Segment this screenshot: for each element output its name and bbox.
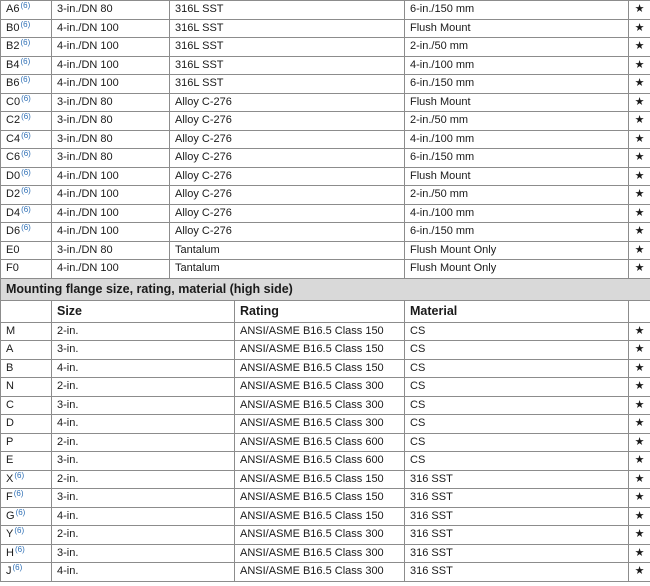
option-code-cell — [1, 341, 52, 360]
material-cell: CS — [405, 359, 629, 378]
footnote-link[interactable]: (6) — [12, 563, 23, 573]
material-cell: CS — [405, 322, 629, 341]
table-row — [1, 56, 650, 75]
size-cell: 3-in. — [52, 544, 235, 563]
table-row — [1, 396, 650, 415]
material-cell: 316 SST — [405, 507, 629, 526]
option-code-cell — [1, 1, 52, 20]
option-code-cell — [1, 167, 52, 186]
option-code: C0 — [6, 95, 21, 108]
table-row — [1, 223, 650, 242]
material-cell: CS — [405, 341, 629, 360]
material-cell: 316 SST — [405, 544, 629, 563]
star-icon: ★ — [629, 470, 650, 489]
extension-cell: Flush Mount — [405, 19, 629, 38]
size-cell: 4-in./DN 100 — [52, 186, 170, 205]
rating-cell: ANSI/ASME B16.5 Class 300 — [235, 563, 405, 582]
star-icon: ★ — [629, 186, 650, 205]
size-cell: 4-in. — [52, 563, 235, 582]
footnote-link[interactable]: (6) — [14, 544, 25, 554]
size-cell: 2-in. — [52, 433, 235, 452]
rating-cell: ANSI/ASME B16.5 Class 600 — [235, 452, 405, 471]
option-code: N — [6, 380, 14, 393]
footnote-link[interactable]: (6) — [21, 93, 31, 103]
material-cell: 316 SST — [405, 526, 629, 545]
material-cell: Alloy C-276 — [170, 204, 405, 223]
material-cell: 316 SST — [405, 470, 629, 489]
option-code-cell — [1, 359, 52, 378]
star-icon: ★ — [629, 149, 650, 168]
table-row — [1, 19, 650, 38]
table-row — [1, 507, 650, 526]
size-cell: 4-in. — [52, 359, 235, 378]
option-code-cell — [1, 396, 52, 415]
table-row — [1, 563, 650, 582]
table-row — [1, 415, 650, 434]
size-cell: 3-in./DN 80 — [52, 93, 170, 112]
material-cell: 316 SST — [405, 489, 629, 508]
table-row — [1, 489, 650, 508]
upper-table-body — [1, 1, 650, 279]
table-row — [1, 470, 650, 489]
star-icon: ★ — [629, 93, 650, 112]
option-code-cell — [1, 415, 52, 434]
star-icon: ★ — [629, 359, 650, 378]
extension-cell: 2-in./50 mm — [405, 186, 629, 205]
star-icon: ★ — [629, 167, 650, 186]
size-cell: 2-in. — [52, 378, 235, 397]
size-cell: 3-in./DN 80 — [52, 130, 170, 149]
material-cell: 316L SST — [170, 75, 405, 94]
option-code: B — [6, 361, 14, 374]
size-cell: 4-in. — [52, 415, 235, 434]
option-code-cell — [1, 526, 52, 545]
option-code-cell — [1, 38, 52, 57]
size-cell: 3-in. — [52, 396, 235, 415]
material-cell: CS — [405, 378, 629, 397]
table-row — [1, 93, 650, 112]
table-row — [1, 241, 650, 260]
option-code-cell — [1, 149, 52, 168]
star-icon: ★ — [629, 544, 650, 563]
table-row — [1, 544, 650, 563]
star-icon: ★ — [629, 433, 650, 452]
star-icon: ★ — [629, 452, 650, 471]
material-cell: Alloy C-276 — [170, 186, 405, 205]
option-code: A — [6, 343, 14, 356]
option-code-cell — [1, 260, 52, 279]
footnote-link[interactable]: (6) — [15, 507, 26, 517]
extension-cell: Flush Mount Only — [405, 241, 629, 260]
option-code-cell — [1, 204, 52, 223]
material-cell: Alloy C-276 — [170, 223, 405, 242]
option-code: B4 — [6, 58, 20, 71]
extension-cell: 4-in./100 mm — [405, 204, 629, 223]
star-icon: ★ — [629, 223, 650, 242]
star-icon: ★ — [629, 204, 650, 223]
option-code: E0 — [6, 243, 20, 256]
option-code: F — [6, 491, 13, 504]
footnote-link[interactable]: (6) — [14, 470, 25, 480]
option-code: C6 — [6, 151, 21, 164]
footnote-link[interactable]: (6) — [21, 186, 31, 196]
extension-cell: 2-in./50 mm — [405, 112, 629, 131]
extension-cell: 4-in./100 mm — [405, 56, 629, 75]
material-cell: Alloy C-276 — [170, 93, 405, 112]
option-code: J — [6, 565, 12, 578]
size-cell: 2-in. — [52, 526, 235, 545]
option-code-cell — [1, 507, 52, 526]
size-cell: 3-in./DN 80 — [52, 241, 170, 260]
table-row — [1, 526, 650, 545]
option-code: C2 — [6, 114, 21, 127]
table-row — [1, 75, 650, 94]
footnote-link[interactable]: (6) — [21, 204, 31, 214]
option-code: C — [6, 398, 14, 411]
size-cell: 4-in./DN 100 — [52, 223, 170, 242]
rating-cell: ANSI/ASME B16.5 Class 150 — [235, 322, 405, 341]
footnote-link[interactable]: (6) — [20, 19, 31, 29]
table-row — [1, 149, 650, 168]
table-row — [1, 38, 650, 57]
table-row — [1, 186, 650, 205]
size-cell: 3-in./DN 80 — [52, 112, 170, 131]
table-row — [1, 130, 650, 149]
table-row — [1, 359, 650, 378]
footnote-link[interactable]: (6) — [20, 75, 31, 85]
option-code: G — [6, 509, 15, 522]
option-code: E — [6, 454, 14, 467]
material-cell: 316L SST — [170, 1, 405, 20]
material-cell: Alloy C-276 — [170, 130, 405, 149]
table-row — [1, 112, 650, 131]
rating-cell: ANSI/ASME B16.5 Class 300 — [235, 526, 405, 545]
footnote-link[interactable]: (6) — [20, 38, 31, 48]
star-icon: ★ — [629, 19, 650, 38]
rating-cell: ANSI/ASME B16.5 Class 150 — [235, 359, 405, 378]
size-cell: 2-in. — [52, 470, 235, 489]
section-title: Mounting flange size, rating, material (high side) — [1, 278, 650, 300]
size-cell: 4-in./DN 100 — [52, 56, 170, 75]
footnote-link[interactable]: (6) — [21, 223, 31, 233]
size-cell: 3-in./DN 80 — [52, 149, 170, 168]
option-code-cell — [1, 452, 52, 471]
extension-cell: Flush Mount Only — [405, 260, 629, 279]
rating-cell: ANSI/ASME B16.5 Class 300 — [235, 396, 405, 415]
footnote-link[interactable]: (6) — [13, 489, 24, 499]
column-header-row — [1, 300, 650, 322]
option-code: B0 — [6, 21, 20, 34]
lower-table-body — [1, 322, 650, 581]
option-code-cell — [1, 470, 52, 489]
material-cell: CS — [405, 452, 629, 471]
option-code: D2 — [6, 188, 21, 201]
option-code-cell — [1, 433, 52, 452]
star-icon: ★ — [629, 378, 650, 397]
option-code-cell — [1, 186, 52, 205]
size-cell: 4-in. — [52, 507, 235, 526]
material-cell: Tantalum — [170, 241, 405, 260]
option-code-cell — [1, 544, 52, 563]
table-row — [1, 378, 650, 397]
code-header-cell — [1, 300, 52, 322]
star-icon: ★ — [629, 489, 650, 508]
material-cell: Tantalum — [170, 260, 405, 279]
size-cell: 3-in. — [52, 452, 235, 471]
star-icon: ★ — [629, 112, 650, 131]
option-code: D4 — [6, 206, 21, 219]
star-icon: ★ — [629, 415, 650, 434]
extension-cell: 2-in./50 mm — [405, 38, 629, 57]
material-cell: CS — [405, 433, 629, 452]
option-code-cell — [1, 130, 52, 149]
star-icon: ★ — [629, 38, 650, 57]
size-cell: 3-in./DN 80 — [52, 1, 170, 20]
material-column-header: Material — [405, 300, 629, 322]
option-code-cell — [1, 93, 52, 112]
size-column-header: Size — [52, 300, 235, 322]
extension-cell: 6-in./150 mm — [405, 75, 629, 94]
table-row — [1, 1, 650, 20]
footnote-link[interactable]: (6) — [20, 1, 31, 11]
size-cell: 4-in./DN 100 — [52, 75, 170, 94]
option-code: A6 — [6, 3, 20, 16]
star-icon: ★ — [629, 241, 650, 260]
option-code: D0 — [6, 169, 21, 182]
size-cell: 3-in. — [52, 489, 235, 508]
material-cell: Alloy C-276 — [170, 112, 405, 131]
star-icon: ★ — [629, 396, 650, 415]
table-row — [1, 260, 650, 279]
option-code-cell — [1, 112, 52, 131]
option-code-cell — [1, 489, 52, 508]
star-icon: ★ — [629, 130, 650, 149]
extension-cell: 4-in./100 mm — [405, 130, 629, 149]
star-icon: ★ — [629, 563, 650, 582]
option-code: F0 — [6, 262, 19, 275]
rating-cell: ANSI/ASME B16.5 Class 150 — [235, 341, 405, 360]
footnote-link[interactable]: (6) — [21, 167, 31, 177]
star-icon: ★ — [629, 322, 650, 341]
option-code: X — [6, 472, 14, 485]
footnote-link[interactable]: (6) — [21, 149, 31, 159]
extension-cell: Flush Mount — [405, 93, 629, 112]
rating-cell: ANSI/ASME B16.5 Class 150 — [235, 489, 405, 508]
option-code: D6 — [6, 225, 21, 238]
size-cell: 4-in./DN 100 — [52, 38, 170, 57]
size-cell: 4-in./DN 100 — [52, 167, 170, 186]
table-row — [1, 322, 650, 341]
size-cell: 2-in. — [52, 322, 235, 341]
material-cell: 316 SST — [405, 563, 629, 582]
table-row — [1, 452, 650, 471]
material-cell: 316L SST — [170, 56, 405, 75]
star-icon: ★ — [629, 260, 650, 279]
option-code: P — [6, 435, 14, 448]
star-icon: ★ — [629, 526, 650, 545]
size-cell: 4-in./DN 100 — [52, 19, 170, 38]
table-row — [1, 341, 650, 360]
option-code-cell — [1, 56, 52, 75]
footnote-link[interactable]: (6) — [21, 112, 31, 122]
table-row — [1, 167, 650, 186]
extension-cell: 6-in./150 mm — [405, 223, 629, 242]
extension-cell: Flush Mount — [405, 167, 629, 186]
material-cell: 316L SST — [170, 19, 405, 38]
size-cell: 4-in./DN 100 — [52, 204, 170, 223]
star-header-cell — [629, 300, 650, 322]
option-code: Y — [6, 528, 14, 541]
option-code: B2 — [6, 40, 20, 53]
section-header-row — [1, 278, 650, 300]
size-cell: 3-in. — [52, 341, 235, 360]
rating-cell: ANSI/ASME B16.5 Class 150 — [235, 507, 405, 526]
rating-column-header: Rating — [235, 300, 405, 322]
star-icon: ★ — [629, 507, 650, 526]
rating-cell: ANSI/ASME B16.5 Class 300 — [235, 415, 405, 434]
material-cell: CS — [405, 415, 629, 434]
rating-cell: ANSI/ASME B16.5 Class 150 — [235, 470, 405, 489]
option-code-cell — [1, 19, 52, 38]
option-code: D — [6, 417, 14, 430]
footnote-link[interactable]: (6) — [20, 56, 31, 66]
star-icon: ★ — [629, 341, 650, 360]
table-row — [1, 204, 650, 223]
option-code: B6 — [6, 77, 20, 90]
option-code-cell — [1, 563, 52, 582]
option-code: H — [6, 546, 14, 559]
option-code-cell — [1, 378, 52, 397]
option-code-cell — [1, 223, 52, 242]
star-icon: ★ — [629, 1, 650, 20]
star-icon: ★ — [629, 75, 650, 94]
material-cell: Alloy C-276 — [170, 149, 405, 168]
option-code: M — [6, 324, 16, 337]
section-body — [1, 278, 650, 322]
rating-cell: ANSI/ASME B16.5 Class 300 — [235, 544, 405, 563]
option-code-cell — [1, 241, 52, 260]
footnote-link[interactable]: (6) — [21, 130, 31, 140]
footnote-link[interactable]: (6) — [14, 526, 25, 536]
extension-cell: 6-in./150 mm — [405, 149, 629, 168]
table-row — [1, 433, 650, 452]
rating-cell: ANSI/ASME B16.5 Class 300 — [235, 378, 405, 397]
size-cell: 4-in./DN 100 — [52, 260, 170, 279]
material-cell: CS — [405, 396, 629, 415]
rating-cell: ANSI/ASME B16.5 Class 600 — [235, 433, 405, 452]
extension-cell: 6-in./150 mm — [405, 1, 629, 20]
option-code: C4 — [6, 132, 21, 145]
option-code-cell — [1, 322, 52, 341]
material-cell: 316L SST — [170, 38, 405, 57]
star-icon: ★ — [629, 56, 650, 75]
material-cell: Alloy C-276 — [170, 167, 405, 186]
option-code-cell — [1, 75, 52, 94]
